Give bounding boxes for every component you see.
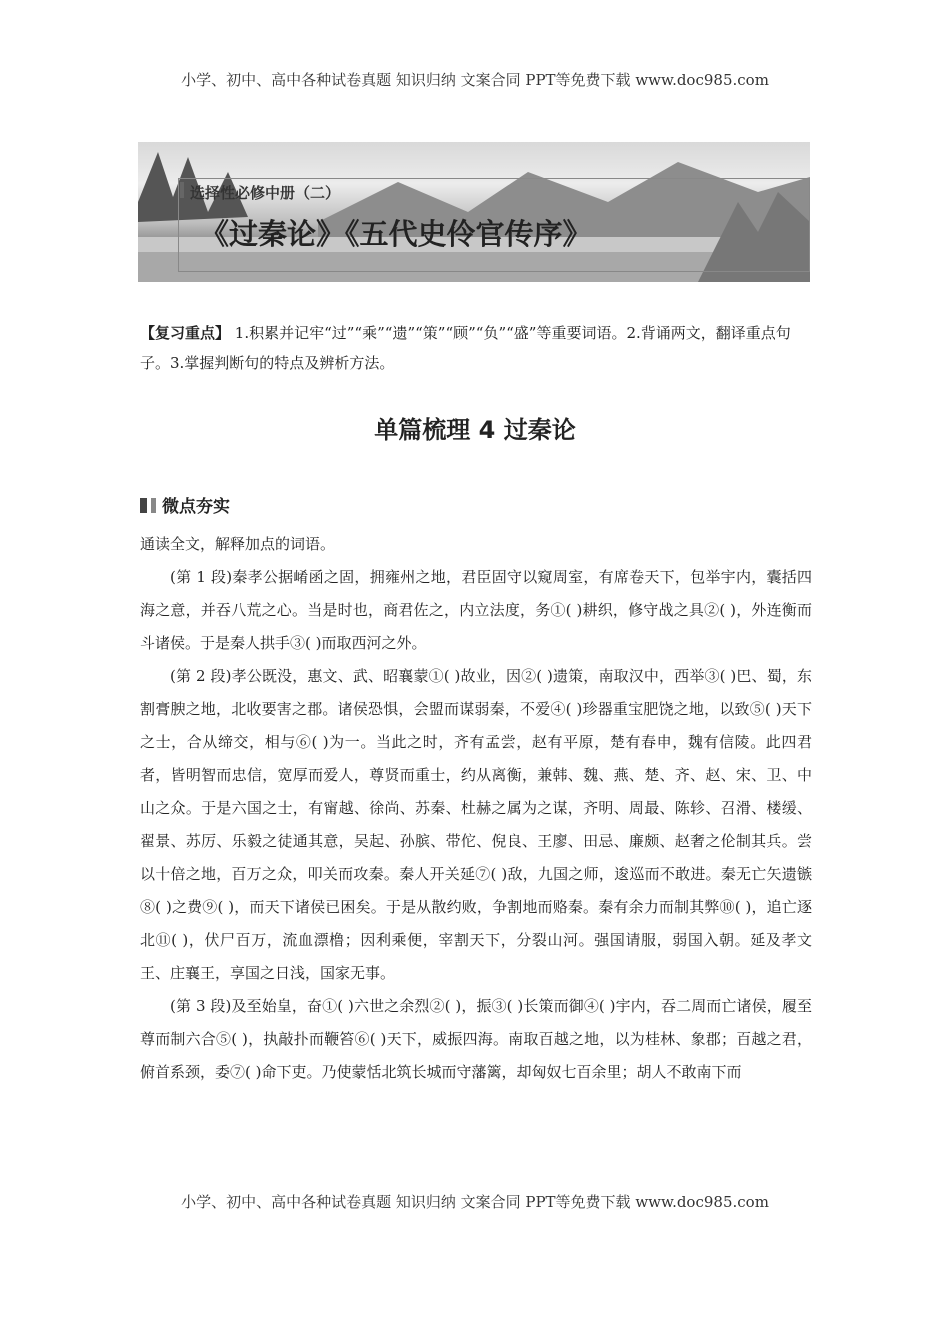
paragraph-2: (第 2 段)孝公既没，惠文、武、昭襄蒙①( )故业，因②( )遗策，南取汉中，西举③( )巴、蜀，东割膏腴之地，北收要害之郡。诸侯恐惧，会盟而谋弱秦，不爱④( )珍器重宝肥饶之地，以致⑤( )天下之士，合从缔交，相与⑥( )为一。当此之时，齐有孟尝，赵有平原，楚有春申，魏有信陵。此四君者，皆明智而忠信，宽厚而爱人，尊贤而重士，约从离衡，兼韩、魏、燕、楚、齐、赵、宋、卫、中山之众。于是六国之士，有甯越、徐尚、苏秦、杜赫之属为之谋，齐明、周最、陈轸、召滑、楼缓、翟景、苏厉、乐毅之徒通其意，吴起、孙膑、带佗、倪良、王廖、田忌、廉颇、赵奢之伦制其兵。尝以十倍之地，百万之众，叩关而攻秦。秦人开关延⑦( )敌，九国之师，逡巡而不敢进。秦无亡矢遗镞⑧( )之费⑨( )，而天下诸侯已困矣。于是从散约败，争割地而赂秦。秦有余力而制其弊⑩( )，追亡逐北⑪( )，伏尸百万，流血漂橹；因利乘便，宰割天下，分裂山河。强国请服，弱国入朝。延及孝文王、庄襄王，享国之日浅，国家无事。 [140, 667, 812, 982]
paragraph-3: (第 3 段)及至始皇，奋①( )六世之余烈②( )，振③( )长策而御④( )宇内，吞二周而亡诸侯，履至尊而制六合⑤( )，执敲扑而鞭笞⑥( )天下，威振四海。南取百越之地，以为桂林、象郡；百越之君，俯首系颈，委⑦( )命下吏。乃使蒙恬北筑长城而守藩篱，却匈奴七百余里；胡人不敢南下而 [140, 997, 812, 1081]
review-text: 1.积累并记牢“过”“乘”“遗”“策”“顾”“负”“盛”等重要词语。2.背诵两文，翻译重点句子。3.掌握判断句的特点及辨析方法。 [140, 324, 791, 372]
tag-block-icon [151, 498, 156, 513]
paragraph-1: (第 1 段)秦孝公据崤函之固，拥雍州之地，君臣固守以窥周室，有席卷天下，包举宇内，囊括四海之意，并吞八荒之心。当是时也，商君佐之，内立法度，务①( )耕织，修守战之具②( )，外连衡而斗诸侯。于是秦人拱手③( )而取西河之外。 [140, 568, 812, 652]
title-banner [138, 142, 810, 282]
tag-label: 微点夯实 [162, 497, 230, 517]
section-tag [140, 492, 230, 517]
review-label: 【复习重点】 [140, 324, 231, 342]
subtitle-bar [180, 182, 184, 198]
page-header: 小学、初中、高中各种试卷真题 知识归纳 文案合同 PPT等免费下载 www.doc985.com [181, 71, 769, 89]
banner-title: 《过秦论》《五代史伶官传序》 [200, 217, 592, 251]
page-footer: 小学、初中、高中各种试卷真题 知识归纳 文案合同 PPT等免费下载 www.doc985.com [181, 1193, 769, 1211]
instruction: 通读全文，解释加点的词语。 [140, 535, 336, 553]
section-title: 单篇梳理 4 过秦论 [374, 416, 576, 444]
passage-body [140, 561, 812, 1089]
review-focus [140, 318, 810, 378]
banner-subtitle: 选择性必修中册（二） [190, 184, 341, 202]
tag-block-icon [140, 498, 147, 513]
